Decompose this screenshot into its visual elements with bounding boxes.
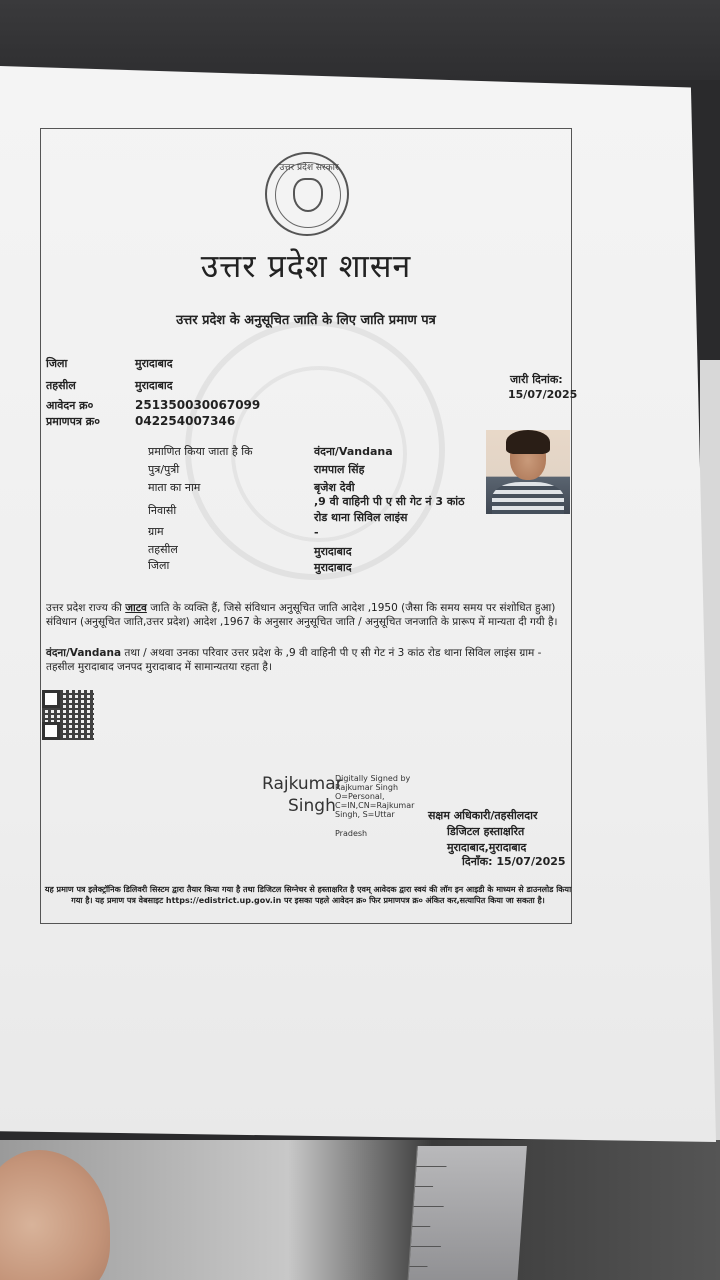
father-name: रामपाल सिंह xyxy=(314,463,365,476)
detail-tehsil-value: मुरादाबाद xyxy=(314,545,352,558)
certificate-number-label: प्रमाणपत्र क्र० xyxy=(46,415,100,428)
caste-paragraph xyxy=(46,601,566,629)
officer-date: दिनाँक: 15/07/2025 xyxy=(462,855,566,868)
para2-text: तथा / अथवा उनका परिवार उत्तर प्रदेश के ,9 वी वाहिनी पी ए सी गेट नं 3 कांठ रोड थाना सिविल लाइंस ग्राम - तहसील मुरादाबाद जनपद मुरादाबाद में सामान्यतया रहता है। xyxy=(46,647,542,673)
district-label: जिला xyxy=(46,357,68,370)
resident-address-line2: रोड थाना सिविल लाइंस xyxy=(314,511,408,524)
footer-note: यह प्रमाण पत्र इलेक्ट्रॉनिक डिलिवरी सिस्टम द्वारा तैयार किया गया है तथा डिजिटल सिग्नेचर से हस्ताक्षरित है एवम् आवेदक द्वारा स्वयं की लॉग इन आइडी के माध्यम से डाउनलोड किया गया है। यह प्रमाण पत्र वेबसाइट https://edistrict.up.gov.in पर इसका पहले आवेदन क्र० फिर प्रमाणपत्र क्र० अंकित कर,सत्यापित किया जा सकता है। xyxy=(44,885,572,905)
detail-district-label: जिला xyxy=(148,559,170,572)
tehsil-value: मुरादाबाद xyxy=(135,379,173,392)
government-seal-icon xyxy=(265,152,349,236)
certificate-subtitle: उत्तर प्रदेश के अनुसूचित जाति के लिए जाति प्रमाण पत्र xyxy=(176,313,436,328)
certified-name: वंदना/Vandana xyxy=(314,445,393,458)
resident-address-line1: ,9 वी वाहिनी पी ए सी गेट नं 3 कांठ xyxy=(314,495,465,508)
caste-name: जाटव xyxy=(125,602,147,614)
issue-date-value: 15/07/2025 xyxy=(508,388,578,401)
application-number-label: आवेदन क्र० xyxy=(46,399,94,412)
para1-text: जाति के व्यक्ति हैं, जिसे संविधान अनुसूचित जाति आदेश ,1950 (जैसा कि समय समय पर संशोधित हुआ) संविधान (अनुसूचित जाति,उत्तर प्रदेश) आदेश ,1967 के अनुसार अनुसूचित जाति / अनुसूचित जनजाति के प्रारूप में मान्यता दी गयी है। xyxy=(46,602,558,628)
digital-signature-state: Pradesh xyxy=(335,829,368,838)
detail-district-value: मुरादाबाद xyxy=(314,561,352,574)
officer-title: सक्षम अधिकारी/तहसीलदार xyxy=(428,809,538,822)
qr-code xyxy=(42,690,94,740)
village-value: - xyxy=(314,526,319,539)
certificate-number-value: 042254007346 xyxy=(135,414,236,428)
digital-signature-text: Digitally Signed by Rajkumar Singh O=Personal, C=IN,CN=Rajkumar Singh, S=Uttar xyxy=(335,774,415,819)
mother-label: माता का नाम xyxy=(148,481,201,494)
officer-place: मुरादाबाद,मुरादाबाद xyxy=(447,841,527,854)
application-number-value: 251350030067099 xyxy=(135,398,261,412)
resident-label: निवासी xyxy=(148,504,177,517)
village-label: ग्राम xyxy=(148,525,164,538)
officer-digital-sign: डिजिटल हस्ताक्षरित xyxy=(447,825,525,838)
signer-name-line1: Rajkumar xyxy=(262,774,343,794)
ruler xyxy=(407,1146,527,1280)
certificate-title: उत्तर प्रदेश शासन xyxy=(200,247,412,285)
seal-text: उत्तर प्रदेश सरकार xyxy=(279,163,339,173)
district-value: मुरादाबाद xyxy=(135,357,173,370)
para1-intro: उत्तर प्रदेश राज्य की xyxy=(46,602,126,614)
detail-tehsil-label: तहसील xyxy=(148,543,178,556)
child-of-label: पुत्र/पुत्री xyxy=(148,463,180,476)
para2-name: वंदना/Vandana xyxy=(46,647,122,659)
certified-label: प्रमाणित किया जाता है कि xyxy=(148,445,253,458)
tehsil-label: तहसील xyxy=(46,379,76,392)
applicant-photo xyxy=(486,430,570,514)
issue-date-label: जारी दिनांक: xyxy=(510,373,563,386)
background-top xyxy=(0,0,720,80)
mother-name: बृजेश देवी xyxy=(314,481,355,494)
residence-paragraph xyxy=(46,646,566,674)
signer-name-line2: Singh xyxy=(288,796,336,816)
